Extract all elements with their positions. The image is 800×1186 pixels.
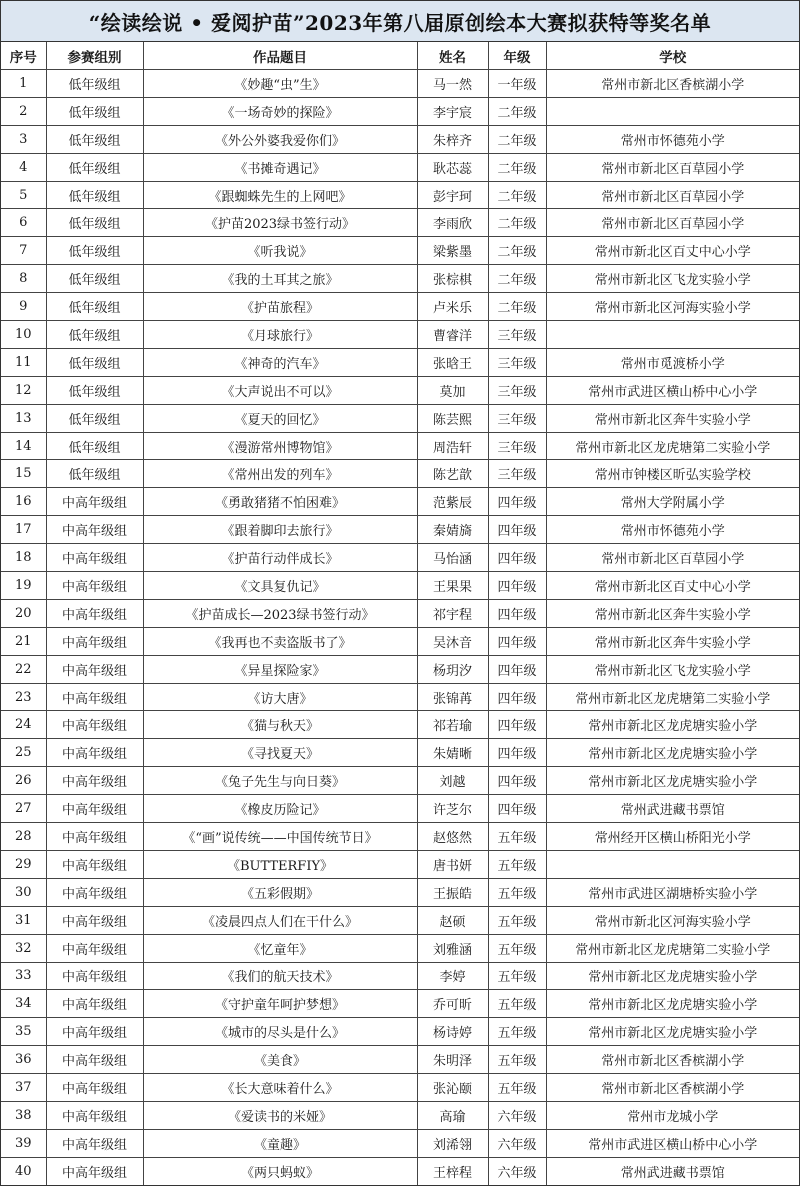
cell-school: 常州市新北区香槟湖小学 — [546, 70, 799, 98]
cell-group: 中高年级组 — [46, 906, 143, 934]
cell-name: 陈艺歆 — [417, 460, 488, 488]
cell-index: 9 — [1, 293, 46, 321]
cell-group: 中高年级组 — [46, 1101, 143, 1129]
cell-name: 李婷 — [417, 962, 488, 990]
cell-work-title: 《爱读书的米娅》 — [143, 1101, 417, 1129]
cell-grade: 五年级 — [488, 1046, 546, 1074]
cell-name: 彭宇珂 — [417, 181, 488, 209]
cell-work-title: 《漫游常州博物馆》 — [143, 432, 417, 460]
cell-grade: 四年级 — [488, 544, 546, 572]
table-row — [1, 544, 799, 572]
table-row — [1, 516, 799, 544]
cell-grade: 四年级 — [488, 572, 546, 600]
cell-work-title: 《城市的尽头是什么》 — [143, 1018, 417, 1046]
cell-name: 祁宇程 — [417, 599, 488, 627]
table-row — [1, 962, 799, 990]
cell-work-title: 《美食》 — [143, 1046, 417, 1074]
cell-grade: 四年级 — [488, 767, 546, 795]
cell-name: 朱婧晰 — [417, 739, 488, 767]
cell-work-title: 《文具复仇记》 — [143, 572, 417, 600]
cell-group: 中高年级组 — [46, 823, 143, 851]
cell-name: 马怡涵 — [417, 544, 488, 572]
table-row — [1, 460, 799, 488]
table-row — [1, 209, 799, 237]
cell-name: 马一然 — [417, 70, 488, 98]
cell-work-title: 《我再也不卖盗版书了》 — [143, 627, 417, 655]
table-row — [1, 488, 799, 516]
cell-school: 常州市新北区河海实验小学 — [546, 906, 799, 934]
cell-grade: 三年级 — [488, 432, 546, 460]
cell-school: 常州市新北区奔牛实验小学 — [546, 404, 799, 432]
cell-school: 常州市新北区河海实验小学 — [546, 293, 799, 321]
table-row — [1, 237, 799, 265]
cell-group: 中高年级组 — [46, 962, 143, 990]
cell-work-title: 《我们的航天技术》 — [143, 962, 417, 990]
cell-work-title: 《护苗成长—2023绿书签行动》 — [143, 599, 417, 627]
cell-school: 常州市新北区龙虎塘第二实验小学 — [546, 432, 799, 460]
cell-group: 中高年级组 — [46, 1157, 143, 1184]
cell-index: 7 — [1, 237, 46, 265]
cell-index: 34 — [1, 990, 46, 1018]
header-grade: 年级 — [488, 42, 546, 70]
cell-name: 许芝尔 — [417, 795, 488, 823]
table-row — [1, 767, 799, 795]
cell-grade: 三年级 — [488, 376, 546, 404]
cell-name: 秦婧旖 — [417, 516, 488, 544]
cell-index: 22 — [1, 655, 46, 683]
header-school: 学校 — [546, 42, 799, 70]
cell-group: 低年级组 — [46, 404, 143, 432]
cell-grade: 一年级 — [488, 70, 546, 98]
cell-grade: 二年级 — [488, 237, 546, 265]
cell-group: 低年级组 — [46, 321, 143, 349]
table-row — [1, 655, 799, 683]
cell-index: 36 — [1, 1046, 46, 1074]
cell-name: 朱明泽 — [417, 1046, 488, 1074]
header-index: 序号 — [1, 42, 46, 70]
cell-index: 19 — [1, 572, 46, 600]
table-row — [1, 293, 799, 321]
cell-work-title: 《妙趣“虫”生》 — [143, 70, 417, 98]
table-row — [1, 1074, 799, 1102]
cell-work-title: 《一场奇妙的探险》 — [143, 97, 417, 125]
cell-grade: 五年级 — [488, 934, 546, 962]
cell-work-title: 《猫与秋天》 — [143, 711, 417, 739]
cell-name: 刘浠翎 — [417, 1129, 488, 1157]
cell-work-title: 《护苗旅程》 — [143, 293, 417, 321]
cell-group: 中高年级组 — [46, 795, 143, 823]
table-row — [1, 990, 799, 1018]
header-row — [1, 42, 799, 70]
cell-grade: 五年级 — [488, 962, 546, 990]
cell-group: 中高年级组 — [46, 850, 143, 878]
cell-name: 赵硕 — [417, 906, 488, 934]
cell-school: 常州市觅渡桥小学 — [546, 348, 799, 376]
cell-index: 39 — [1, 1129, 46, 1157]
cell-school: 常州大学附属小学 — [546, 488, 799, 516]
cell-index: 29 — [1, 850, 46, 878]
cell-grade: 三年级 — [488, 321, 546, 349]
cell-school: 常州市新北区奔牛实验小学 — [546, 627, 799, 655]
cell-school: 常州市新北区百草园小学 — [546, 153, 799, 181]
cell-group: 中高年级组 — [46, 878, 143, 906]
cell-school: 常州市新北区飞龙实验小学 — [546, 265, 799, 293]
cell-index: 4 — [1, 153, 46, 181]
table-row — [1, 265, 799, 293]
cell-name: 莫加 — [417, 376, 488, 404]
cell-name: 王梓程 — [417, 1157, 488, 1184]
table-row — [1, 878, 799, 906]
header-name: 姓名 — [417, 42, 488, 70]
cell-grade: 五年级 — [488, 1018, 546, 1046]
cell-work-title: 《我的土耳其之旅》 — [143, 265, 417, 293]
cell-grade: 二年级 — [488, 125, 546, 153]
cell-grade: 二年级 — [488, 181, 546, 209]
cell-index: 21 — [1, 627, 46, 655]
cell-work-title: 《大声说出不可以》 — [143, 376, 417, 404]
cell-school: 常州经开区横山桥阳光小学 — [546, 823, 799, 851]
cell-group: 低年级组 — [46, 70, 143, 98]
cell-name: 李宇宸 — [417, 97, 488, 125]
table-row — [1, 1046, 799, 1074]
cell-name: 耿芯蕊 — [417, 153, 488, 181]
cell-grade: 三年级 — [488, 404, 546, 432]
table-row — [1, 97, 799, 125]
cell-work-title: 《童趣》 — [143, 1129, 417, 1157]
cell-index: 31 — [1, 906, 46, 934]
cell-index: 11 — [1, 348, 46, 376]
cell-work-title: 《访大唐》 — [143, 683, 417, 711]
cell-group: 中高年级组 — [46, 572, 143, 600]
cell-group: 中高年级组 — [46, 683, 143, 711]
cell-grade: 六年级 — [488, 1157, 546, 1184]
cell-index: 37 — [1, 1074, 46, 1102]
cell-name: 赵悠然 — [417, 823, 488, 851]
cell-name: 杨玥汐 — [417, 655, 488, 683]
cell-school: 常州市武进区横山桥中心小学 — [546, 1129, 799, 1157]
table-row — [1, 1157, 799, 1184]
cell-work-title: 《忆童年》 — [143, 934, 417, 962]
cell-index: 8 — [1, 265, 46, 293]
cell-name: 刘雅涵 — [417, 934, 488, 962]
table-row — [1, 321, 799, 349]
cell-school: 常州市武进区湖塘桥实验小学 — [546, 878, 799, 906]
cell-school — [546, 321, 799, 349]
cell-group: 中高年级组 — [46, 934, 143, 962]
cell-index: 1 — [1, 70, 46, 98]
cell-name: 曹睿洋 — [417, 321, 488, 349]
cell-grade: 五年级 — [488, 1074, 546, 1102]
cell-grade: 六年级 — [488, 1129, 546, 1157]
table-row — [1, 599, 799, 627]
header-group: 参赛组别 — [46, 42, 143, 70]
table-row — [1, 376, 799, 404]
cell-grade: 二年级 — [488, 97, 546, 125]
cell-index: 28 — [1, 823, 46, 851]
cell-school: 常州武进藏书票馆 — [546, 795, 799, 823]
cell-group: 中高年级组 — [46, 711, 143, 739]
cell-group: 中高年级组 — [46, 627, 143, 655]
cell-work-title: 《兔子先生与向日葵》 — [143, 767, 417, 795]
cell-index: 12 — [1, 376, 46, 404]
cell-school: 常州市新北区香槟湖小学 — [546, 1074, 799, 1102]
table-row — [1, 572, 799, 600]
cell-name: 祁若瑜 — [417, 711, 488, 739]
cell-index: 10 — [1, 321, 46, 349]
cell-school — [546, 850, 799, 878]
table-row — [1, 934, 799, 962]
cell-name: 王振皓 — [417, 878, 488, 906]
cell-school: 常州市新北区龙虎塘实验小学 — [546, 1018, 799, 1046]
cell-work-title: 《守护童年呵护梦想》 — [143, 990, 417, 1018]
cell-name: 陈芸熙 — [417, 404, 488, 432]
cell-group: 中高年级组 — [46, 655, 143, 683]
cell-grade: 四年级 — [488, 627, 546, 655]
cell-name: 刘越 — [417, 767, 488, 795]
cell-school — [546, 97, 799, 125]
table-row — [1, 823, 799, 851]
table-row — [1, 795, 799, 823]
cell-group: 低年级组 — [46, 348, 143, 376]
cell-grade: 四年级 — [488, 683, 546, 711]
cell-group: 中高年级组 — [46, 516, 143, 544]
cell-index: 40 — [1, 1157, 46, 1184]
cell-index: 5 — [1, 181, 46, 209]
cell-work-title: 《跟蜘蛛先生的上网吧》 — [143, 181, 417, 209]
cell-grade: 四年级 — [488, 655, 546, 683]
cell-work-title: 《异星探险家》 — [143, 655, 417, 683]
cell-grade: 四年级 — [488, 711, 546, 739]
cell-group: 中高年级组 — [46, 990, 143, 1018]
cell-school: 常州市新北区龙虎塘实验小学 — [546, 962, 799, 990]
cell-group: 低年级组 — [46, 181, 143, 209]
cell-school: 常州市龙城小学 — [546, 1101, 799, 1129]
document-title: “绘读绘说 • 爱阅护苗”2023年第八届原创绘本大赛拟获特等奖名单 — [1, 1, 799, 42]
cell-name: 朱梓齐 — [417, 125, 488, 153]
cell-school: 常州市新北区龙虎塘第二实验小学 — [546, 683, 799, 711]
cell-grade: 五年级 — [488, 878, 546, 906]
cell-group: 低年级组 — [46, 209, 143, 237]
cell-school: 常州市新北区百草园小学 — [546, 209, 799, 237]
cell-work-title: 《常州出发的列车》 — [143, 460, 417, 488]
cell-name: 范紫辰 — [417, 488, 488, 516]
cell-group: 低年级组 — [46, 460, 143, 488]
cell-work-title: 《橡皮历险记》 — [143, 795, 417, 823]
table-row — [1, 181, 799, 209]
table-row — [1, 1018, 799, 1046]
cell-index: 33 — [1, 962, 46, 990]
cell-grade: 五年级 — [488, 990, 546, 1018]
cell-school: 常州市怀德苑小学 — [546, 516, 799, 544]
cell-school: 常州市新北区百丈中心小学 — [546, 237, 799, 265]
award-table — [1, 42, 799, 1185]
cell-name: 吴沐音 — [417, 627, 488, 655]
cell-index: 20 — [1, 599, 46, 627]
cell-group: 低年级组 — [46, 237, 143, 265]
cell-group: 中高年级组 — [46, 1074, 143, 1102]
cell-name: 张棕棋 — [417, 265, 488, 293]
cell-index: 35 — [1, 1018, 46, 1046]
cell-grade: 二年级 — [488, 209, 546, 237]
table-row — [1, 70, 799, 98]
cell-index: 17 — [1, 516, 46, 544]
cell-school: 常州市新北区龙虎塘实验小学 — [546, 767, 799, 795]
table-row — [1, 348, 799, 376]
cell-group: 中高年级组 — [46, 488, 143, 516]
table-row — [1, 432, 799, 460]
cell-index: 38 — [1, 1101, 46, 1129]
cell-index: 13 — [1, 404, 46, 432]
cell-work-title: 《长大意味着什么》 — [143, 1074, 417, 1102]
table-row — [1, 1129, 799, 1157]
cell-group: 低年级组 — [46, 153, 143, 181]
cell-index: 6 — [1, 209, 46, 237]
cell-school: 常州市新北区百草园小学 — [546, 544, 799, 572]
cell-school: 常州市武进区横山桥中心小学 — [546, 376, 799, 404]
cell-group: 中高年级组 — [46, 739, 143, 767]
cell-school: 常州市新北区百丈中心小学 — [546, 572, 799, 600]
cell-school: 常州市新北区百草园小学 — [546, 181, 799, 209]
cell-grade: 五年级 — [488, 823, 546, 851]
cell-group: 低年级组 — [46, 376, 143, 404]
cell-name: 高瑜 — [417, 1101, 488, 1129]
cell-index: 14 — [1, 432, 46, 460]
cell-index: 23 — [1, 683, 46, 711]
cell-name: 乔可昕 — [417, 990, 488, 1018]
table-row — [1, 683, 799, 711]
cell-group: 低年级组 — [46, 97, 143, 125]
cell-group: 中高年级组 — [46, 767, 143, 795]
table-row — [1, 404, 799, 432]
cell-work-title: 《“画”说传统——中国传统节日》 — [143, 823, 417, 851]
cell-grade: 五年级 — [488, 906, 546, 934]
cell-grade: 三年级 — [488, 348, 546, 376]
cell-index: 18 — [1, 544, 46, 572]
table-row — [1, 739, 799, 767]
cell-work-title: 《凌晨四点人们在干什么》 — [143, 906, 417, 934]
cell-grade: 三年级 — [488, 460, 546, 488]
cell-school: 常州市新北区香槟湖小学 — [546, 1046, 799, 1074]
cell-name: 梁紫墨 — [417, 237, 488, 265]
cell-grade: 四年级 — [488, 739, 546, 767]
cell-name: 杨诗婷 — [417, 1018, 488, 1046]
cell-grade: 二年级 — [488, 265, 546, 293]
cell-school: 常州市新北区飞龙实验小学 — [546, 655, 799, 683]
cell-school: 常州市新北区龙虎塘实验小学 — [546, 711, 799, 739]
cell-group: 中高年级组 — [46, 599, 143, 627]
cell-index: 26 — [1, 767, 46, 795]
cell-name: 卢米乐 — [417, 293, 488, 321]
cell-group: 中高年级组 — [46, 1018, 143, 1046]
cell-work-title: 《跟着脚印去旅行》 — [143, 516, 417, 544]
cell-grade: 四年级 — [488, 599, 546, 627]
cell-work-title: 《BUTTERFIY》 — [143, 850, 417, 878]
table-row — [1, 850, 799, 878]
cell-group: 中高年级组 — [46, 544, 143, 572]
cell-index: 15 — [1, 460, 46, 488]
cell-school: 常州市新北区奔牛实验小学 — [546, 599, 799, 627]
cell-work-title: 《夏天的回忆》 — [143, 404, 417, 432]
cell-work-title: 《护苗行动伴成长》 — [143, 544, 417, 572]
cell-school: 常州武进藏书票馆 — [546, 1157, 799, 1184]
cell-group: 低年级组 — [46, 432, 143, 460]
cell-index: 2 — [1, 97, 46, 125]
cell-index: 32 — [1, 934, 46, 962]
cell-grade: 二年级 — [488, 153, 546, 181]
cell-grade: 六年级 — [488, 1101, 546, 1129]
cell-group: 中高年级组 — [46, 1129, 143, 1157]
cell-name: 唐书妍 — [417, 850, 488, 878]
table-row — [1, 1101, 799, 1129]
cell-name: 张锦苒 — [417, 683, 488, 711]
cell-work-title: 《五彩假期》 — [143, 878, 417, 906]
cell-index: 16 — [1, 488, 46, 516]
cell-school: 常州市新北区龙虎塘第二实验小学 — [546, 934, 799, 962]
cell-work-title: 《勇敢猪猪不怕困难》 — [143, 488, 417, 516]
cell-school: 常州市新北区龙虎塘实验小学 — [546, 739, 799, 767]
cell-name: 李雨欣 — [417, 209, 488, 237]
cell-index: 25 — [1, 739, 46, 767]
cell-work-title: 《听我说》 — [143, 237, 417, 265]
cell-work-title: 《寻找夏天》 — [143, 739, 417, 767]
cell-name: 张沁颐 — [417, 1074, 488, 1102]
cell-index: 27 — [1, 795, 46, 823]
cell-school: 常州市怀德苑小学 — [546, 125, 799, 153]
cell-school: 常州市新北区龙虎塘实验小学 — [546, 990, 799, 1018]
cell-name: 王果果 — [417, 572, 488, 600]
cell-work-title: 《外公外婆我爱你们》 — [143, 125, 417, 153]
cell-name: 张晗王 — [417, 348, 488, 376]
cell-work-title: 《两只蚂蚁》 — [143, 1157, 417, 1184]
cell-grade: 四年级 — [488, 488, 546, 516]
cell-name: 周浩轩 — [417, 432, 488, 460]
cell-grade: 五年级 — [488, 850, 546, 878]
cell-grade: 二年级 — [488, 293, 546, 321]
cell-work-title: 《书摊奇遇记》 — [143, 153, 417, 181]
table-row — [1, 125, 799, 153]
table-row — [1, 906, 799, 934]
header-work-title: 作品题目 — [143, 42, 417, 70]
cell-group: 低年级组 — [46, 265, 143, 293]
cell-work-title: 《月球旅行》 — [143, 321, 417, 349]
cell-index: 30 — [1, 878, 46, 906]
cell-group: 低年级组 — [46, 293, 143, 321]
cell-grade: 四年级 — [488, 516, 546, 544]
cell-work-title: 《护苗2023绿书签行动》 — [143, 209, 417, 237]
cell-group: 低年级组 — [46, 125, 143, 153]
cell-index: 24 — [1, 711, 46, 739]
table-row — [1, 153, 799, 181]
cell-work-title: 《神奇的汽车》 — [143, 348, 417, 376]
cell-group: 中高年级组 — [46, 1046, 143, 1074]
table-body — [1, 70, 799, 1185]
cell-grade: 四年级 — [488, 795, 546, 823]
table-row — [1, 711, 799, 739]
table-row — [1, 627, 799, 655]
cell-index: 3 — [1, 125, 46, 153]
cell-school: 常州市钟楼区昕弘实验学校 — [546, 460, 799, 488]
